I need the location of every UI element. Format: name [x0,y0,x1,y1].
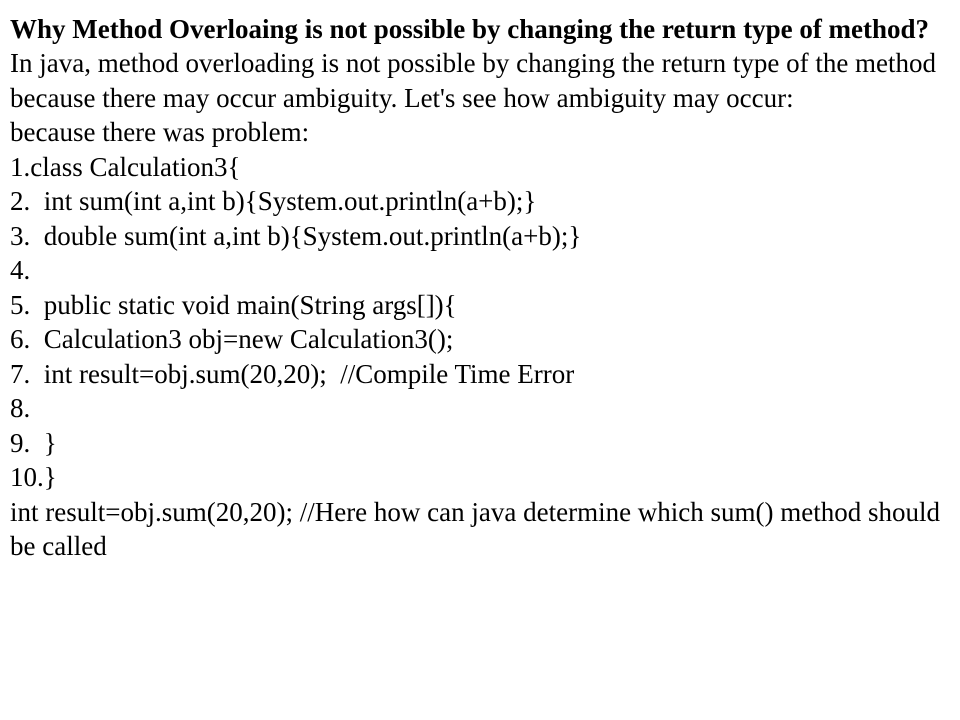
conclusion-paragraph: int result=obj.sum(20,20); //Here how can java determine which sum() method should be called [10,496,941,561]
problem-note: because there was problem: [10,117,310,147]
code-line: 4. [10,255,31,285]
code-listing [10,150,950,495]
slide-content [10,12,950,564]
code-line: 8. [10,393,31,423]
code-line: 2. int sum(int a,int b){System.out.println(a+b);} [10,186,537,216]
code-line: 7. int result=obj.sum(20,20); //Compile Time Error [10,358,575,389]
intro-paragraph: In java, method overloading is not possible by changing the return type of the method because there may occur ambiguity. Let's see how ambiguity may occur: [10,48,937,113]
code-line: 6. Calculation3 obj=new Calculation3(); [10,324,454,354]
slide-title: Why Method Overloaing is not possible by changing the return type of method? [10,14,930,44]
code-line: 5. public static void main(String args[]){ [10,289,457,320]
code-line: 10.} [10,462,57,492]
code-line: 1.class Calculation3{ [10,151,241,182]
code-line: 3. double sum(int a,int b){System.out.println(a+b);} [10,220,582,251]
code-line: 9. } [10,427,57,458]
